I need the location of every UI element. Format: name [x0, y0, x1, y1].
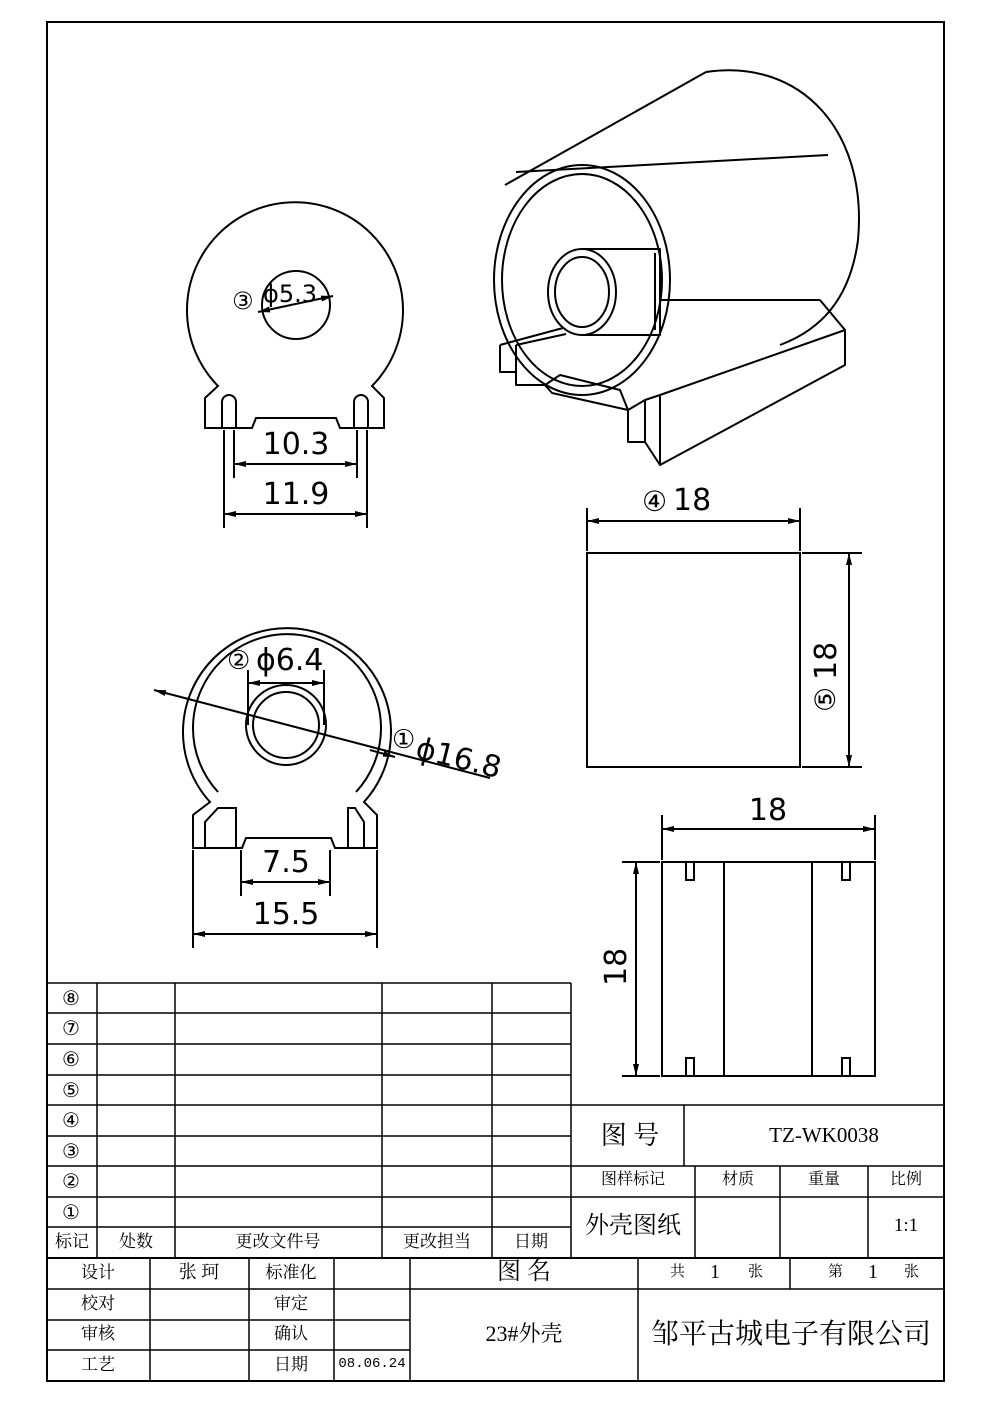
rev-header-owner: 更改担当	[403, 1232, 471, 1251]
material-label: 材质	[721, 1171, 755, 1188]
design-label: 设计	[81, 1263, 115, 1282]
rev-row-6: ⑥	[62, 1047, 80, 1071]
mark-label: 图样标记	[600, 1171, 666, 1188]
process-label: 工艺	[81, 1355, 115, 1374]
width-15-5-label: 15.5	[252, 897, 320, 932]
sheet-count: 1	[868, 1261, 878, 1283]
drawing-date: 08.06.24	[338, 1356, 406, 1372]
callout-1: ①	[392, 725, 416, 755]
rev-row-4: ④	[62, 1108, 80, 1132]
total-prefix: 共	[670, 1264, 686, 1280]
square-width-label: 18	[673, 483, 712, 518]
weight-label: 重量	[807, 1171, 841, 1188]
outer-diameter-label: ϕ16.8	[412, 731, 505, 786]
rev-header-count: 处数	[119, 1232, 153, 1251]
document-type: 外壳图纸	[585, 1213, 681, 1239]
drawing-no-label: 图 号	[600, 1121, 660, 1150]
rev-header-date: 日期	[514, 1232, 548, 1251]
width-10-3-label: 10.3	[262, 427, 330, 462]
side-height-label: 18	[599, 947, 634, 986]
hole-diameter-label: ϕ5.3	[263, 280, 317, 308]
company-name: 邹平古城电子有限公司	[650, 1319, 932, 1350]
square-height-label: 18	[809, 641, 844, 680]
designer-name: 张 珂	[178, 1262, 220, 1282]
side-view	[622, 815, 875, 1076]
approve-label: 审定	[274, 1294, 308, 1313]
width-7-5-label: 7.5	[262, 845, 310, 880]
confirm-label: 确认	[274, 1324, 308, 1343]
standard-label: 标准化	[265, 1263, 317, 1282]
inner-diameter-label: ϕ6.4	[256, 643, 324, 678]
check-label: 校对	[81, 1294, 115, 1313]
sheet-suffix: 张	[904, 1264, 920, 1280]
rev-row-1: ①	[62, 1200, 80, 1224]
callout-3: ③	[232, 287, 254, 315]
callout-4: ④	[642, 485, 668, 518]
review-label: 审核	[81, 1324, 115, 1343]
isometric-view	[494, 70, 859, 465]
rev-row-8: ⑧	[62, 986, 80, 1010]
width-11-9-label: 11.9	[262, 477, 330, 512]
rev-row-3: ③	[62, 1139, 80, 1163]
revision-table-grid	[47, 983, 944, 1258]
total-count: 1	[710, 1261, 720, 1283]
scale-value: 1:1	[893, 1215, 919, 1236]
rev-header-mark: 标记	[55, 1232, 89, 1251]
rev-row-2: ②	[62, 1169, 80, 1193]
callout-2: ②	[227, 646, 251, 676]
drawing-number: TZ-WK0038	[769, 1123, 879, 1147]
side-width-label: 18	[748, 793, 788, 828]
date-label: 日期	[274, 1355, 308, 1374]
callout-5: ⑤	[809, 686, 842, 712]
part-name: 23#外壳	[485, 1321, 563, 1346]
drawing-name-label: 图 名	[497, 1259, 551, 1285]
total-suffix: 张	[748, 1264, 764, 1280]
scale-label: 比例	[889, 1171, 923, 1188]
square-view	[587, 508, 862, 767]
rev-row-7: ⑦	[62, 1016, 80, 1040]
rev-header-file: 更改文件号	[235, 1232, 321, 1251]
sheet-prefix: 第	[828, 1264, 844, 1280]
rev-row-5: ⑤	[62, 1078, 80, 1102]
